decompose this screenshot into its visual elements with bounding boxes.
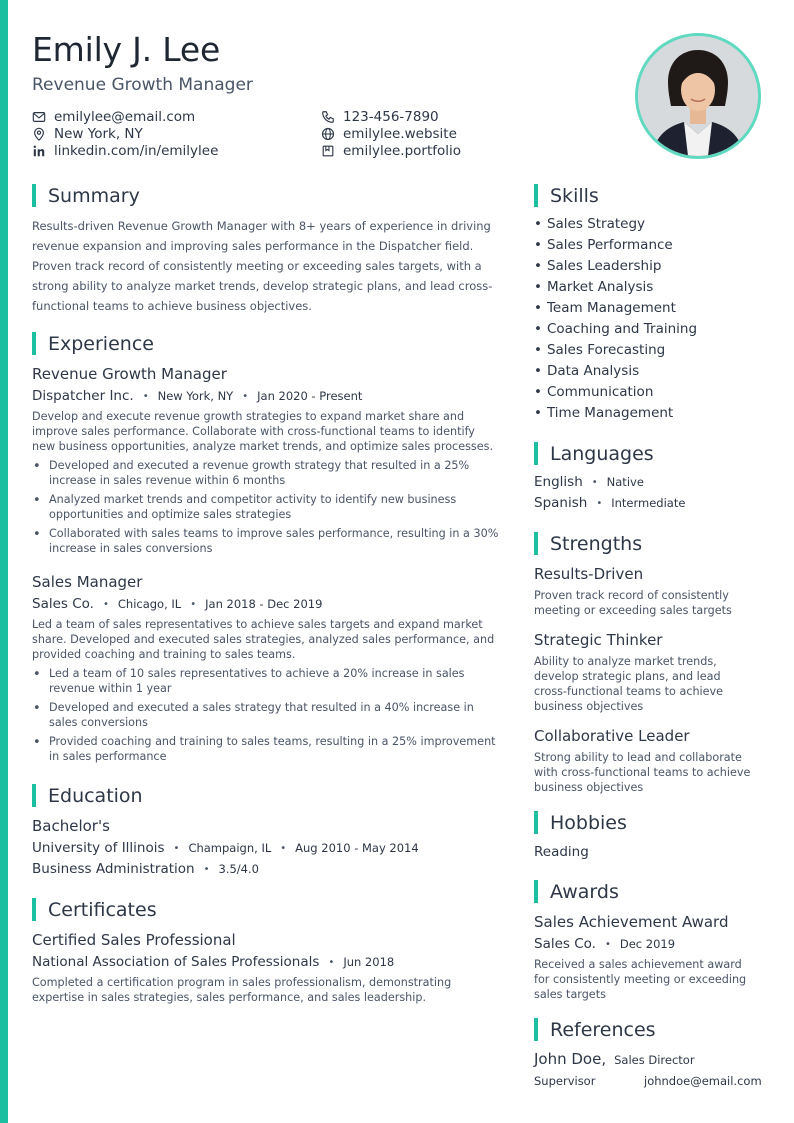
section-experience-heading: Experience xyxy=(32,332,154,355)
list-item: • Developed and executed a revenue growth strategy that resulted in a 25% increase in sales revenue within 6 months xyxy=(32,458,512,488)
list-item: • Provided coaching and training to sales teams, resulting in a 25% improvement in sales performance xyxy=(32,734,512,764)
contact-column-left xyxy=(32,108,218,159)
strength-title: Collaborative Leader xyxy=(534,727,690,745)
strength-title: Results-Driven xyxy=(534,565,644,583)
linkedin-row[interactable] xyxy=(32,142,218,159)
section-awards-heading: Awards xyxy=(534,880,619,903)
portfolio-text: emilylee.portfolio xyxy=(343,142,462,159)
school-location: Champaign, IL xyxy=(188,841,272,855)
section-hobbies-heading: Hobbies xyxy=(534,811,627,834)
job-description: Led a team of sales representatives to achieve sales targets and expand market share. Developed and executed sales strategies, analyzed sales performance, and provided coaching and training to sales teams. xyxy=(32,618,495,661)
reference-name: John Doe, xyxy=(534,1050,607,1068)
school-name: University of Illinois xyxy=(32,840,165,856)
job-meta: Sales Co. • Chicago, IL • Jan 2018 - Dec 2019 xyxy=(32,596,323,612)
linkedin-icon xyxy=(32,144,46,158)
job-dates: Jan 2018 - Dec 2019 xyxy=(205,597,323,611)
list-item: • Led a team of 10 sales representatives to achieve a 20% increase in sales revenue within 1 year xyxy=(32,666,512,696)
section-strengths-heading: Strengths xyxy=(534,532,642,555)
strength-description: Proven track record of consistently meeting or exceeding sales targets xyxy=(534,589,732,617)
award-org: Sales Co. xyxy=(534,936,596,952)
gpa: 3.5/4.0 xyxy=(218,862,259,876)
education-field: Business Administration • 3.5/4.0 xyxy=(32,861,259,877)
profile-photo xyxy=(635,33,761,159)
summary-text: Results-driven Revenue Growth Manager with 8+ years of experience in driving revenue expansion and improving sales performance in the Dispatcher field. Proven track record of consistently meeting or exceeding sales targets, with a strong ability to analyze market trends, develop strategic plans, and lead cross- functional teams to achieve business objectives. xyxy=(32,219,493,313)
skills-list xyxy=(534,214,697,424)
skill-item: • Sales Performance xyxy=(534,235,697,256)
job-achievements xyxy=(32,666,512,768)
job-description: Develop and execute revenue growth strategies to expand market share and improve sales performance. Collaborate with cross-functional teams to identify new business opportunities, analyze market trends, and optimize sales processes. xyxy=(32,410,494,453)
skill-item: • Sales Leadership xyxy=(534,256,697,277)
job-location: Chicago, IL xyxy=(117,597,182,611)
strength-title: Strategic Thinker xyxy=(534,631,663,649)
job-meta: Dispatcher Inc. • New York, NY • Jan 2020 - Present xyxy=(32,388,363,404)
skill-item: • Coaching and Training xyxy=(534,319,697,340)
person-title: Revenue Growth Manager xyxy=(32,75,253,95)
education-dates: Aug 2010 - May 2014 xyxy=(295,841,419,855)
list-item: • Analyzed market trends and competitor activity to identify new business opportunities and optimize sales strategies xyxy=(32,492,512,522)
company-name: Dispatcher Inc. xyxy=(32,388,134,404)
portfolio-row[interactable] xyxy=(321,142,461,159)
section-languages-heading: Languages xyxy=(534,442,654,465)
certificate-date: Jun 2018 xyxy=(343,955,395,969)
location-text: New York, NY xyxy=(54,125,143,142)
skill-item: • Team Management xyxy=(534,298,697,319)
strength-description: Ability to analyze market trends, develop strategic plans, and lead cross-functional teams to achieve business objectives xyxy=(534,655,724,713)
language-name: English xyxy=(534,474,583,490)
job-dates: Jan 2020 - Present xyxy=(257,389,363,403)
job-achievements xyxy=(32,458,512,560)
strength-description: Strong ability to lead and collaborate with cross-functional teams to achieve business objectives xyxy=(534,751,751,794)
hobby-item: Reading xyxy=(534,844,589,860)
language-name: Spanish xyxy=(534,495,588,511)
website-text: emilylee.website xyxy=(343,125,457,142)
reference-relation: Supervisor xyxy=(534,1074,596,1088)
skill-item: • Data Analysis xyxy=(534,361,697,382)
phone-icon xyxy=(321,110,335,124)
language-item: English • Native xyxy=(534,474,644,490)
language-level: Intermediate xyxy=(611,496,686,510)
award-name: Sales Achievement Award xyxy=(534,913,729,931)
email-row[interactable] xyxy=(32,108,218,125)
mail-icon xyxy=(32,110,46,124)
language-level: Native xyxy=(606,475,644,489)
education-meta: University of Illinois • Champaign, IL • Aug 2010 - May 2014 xyxy=(32,840,419,856)
portfolio-icon xyxy=(321,144,335,158)
contact-column-right xyxy=(321,108,461,159)
degree: Bachelor's xyxy=(32,817,110,835)
location-row xyxy=(32,125,218,142)
phone-row[interactable] xyxy=(321,108,461,125)
certificate-name: Certified Sales Professional xyxy=(32,931,236,949)
linkedin-text: linkedin.com/in/emilylee xyxy=(54,142,219,159)
job-title: Sales Manager xyxy=(32,573,143,591)
list-item: • Collaborated with sales teams to improve sales performance, resulting in a 30% increase in sales conversions xyxy=(32,526,512,556)
person-name: Emily J. Lee xyxy=(32,30,221,69)
section-education-heading: Education xyxy=(32,784,143,807)
award-description: Received a sales achievement award for consistently meeting or exceeding sales targets xyxy=(534,958,747,1001)
website-row[interactable] xyxy=(321,125,461,142)
globe-icon xyxy=(321,127,335,141)
section-skills-heading: Skills xyxy=(534,184,599,207)
job-location: New York, NY xyxy=(157,389,234,403)
certificate-meta: National Association of Sales Professionals • Jun 2018 xyxy=(32,954,395,970)
skill-item: • Sales Strategy xyxy=(534,214,697,235)
skill-item: • Time Management xyxy=(534,403,697,424)
skill-item: • Communication xyxy=(534,382,697,403)
location-pin-icon xyxy=(32,127,46,141)
skill-item: • Sales Forecasting xyxy=(534,340,697,361)
section-references-heading: References xyxy=(534,1018,656,1041)
phone-text: 123-456-7890 xyxy=(343,108,439,125)
award-date: Dec 2019 xyxy=(619,937,676,951)
list-item: • Developed and executed a sales strategy that resulted in a 40% increase in sales conversions xyxy=(32,700,512,730)
certificate-issuer: National Association of Sales Professionals xyxy=(32,954,320,970)
reference-header xyxy=(534,1050,695,1068)
award-meta: Sales Co. • Dec 2019 xyxy=(534,936,676,952)
language-item: Spanish • Intermediate xyxy=(534,495,686,511)
job-title: Revenue Growth Manager xyxy=(32,365,227,383)
field-of-study: Business Administration xyxy=(32,861,195,877)
skill-item: • Market Analysis xyxy=(534,277,697,298)
accent-bar xyxy=(0,0,8,1123)
company-name: Sales Co. xyxy=(32,596,94,612)
reference-role: Sales Director xyxy=(614,1053,695,1067)
reference-email[interactable]: johndoe@email.com xyxy=(644,1074,762,1088)
section-certificates-heading: Certificates xyxy=(32,898,157,921)
email-text: emilylee@email.com xyxy=(54,108,196,125)
certificate-description: Completed a certification program in sales professionalism, demonstrating expertise in sales strategies, sales performance, and sales leadership. xyxy=(32,976,452,1004)
section-summary-heading: Summary xyxy=(32,184,140,207)
